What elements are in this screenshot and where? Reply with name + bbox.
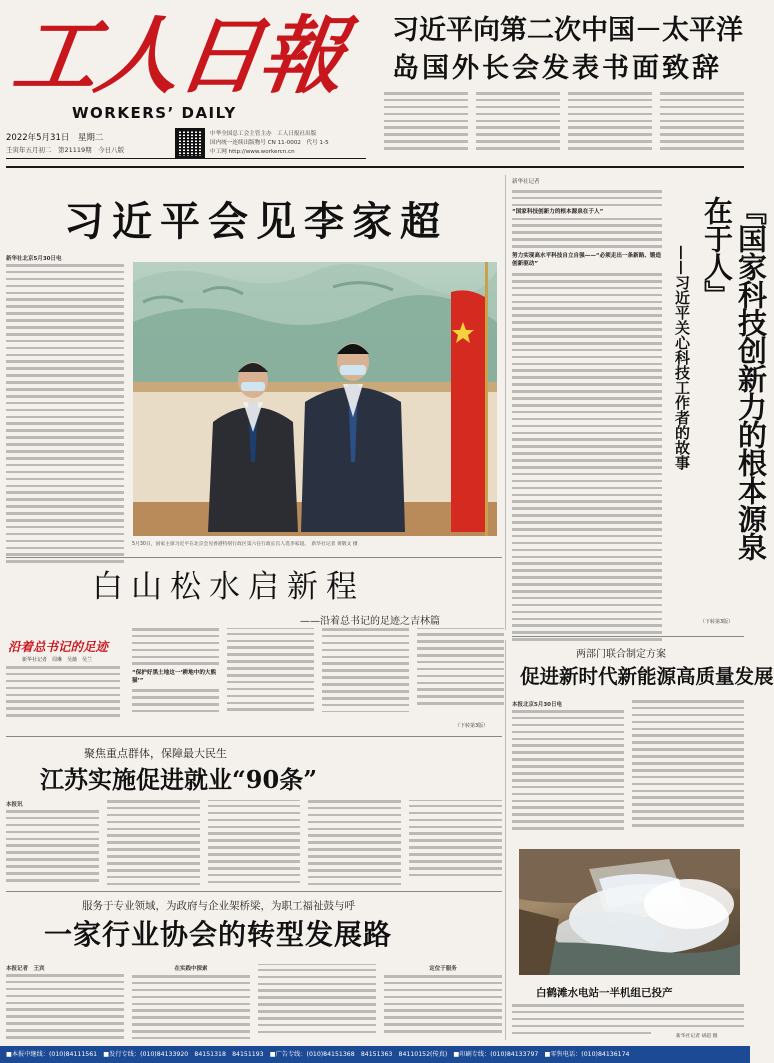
association-story-body — [6, 964, 502, 1042]
dam-photo-illustration — [519, 849, 740, 975]
section-rule-energy-top — [512, 636, 744, 637]
issue-lunar-info: 壬寅年五月初二 第21119期 今日八版 — [6, 146, 125, 154]
top-story-body — [384, 92, 744, 158]
top-section-rule — [6, 166, 744, 168]
dam-photo-caption: 白鹤滩水电站一半机组已投产 — [536, 987, 673, 999]
publisher-info — [210, 130, 329, 157]
masthead-rule — [6, 158, 366, 159]
issue-date: 2022年5月31日 星期二 — [6, 133, 104, 143]
main-photo — [133, 262, 497, 536]
jilin-continued: （下转第3版） — [455, 723, 489, 729]
association-kicker: 服务于专业领域，为政府与企业架桥梁，为职工福祉鼓与呼 — [82, 900, 355, 912]
jilin-headline: 白山松水启新程 — [92, 569, 365, 605]
top-headline-line-1: 习近平向第二次中国－太平洋 — [392, 15, 743, 46]
jiangsu-story-body — [6, 800, 502, 888]
association-headline: 一家行业协会的转型发展路 — [44, 918, 393, 951]
energy-kicker: 两部门联合制定方案 — [576, 649, 666, 660]
masthead-logo: 工人日報 — [7, 6, 350, 105]
qr-code-icon — [175, 128, 205, 158]
energy-story-body — [512, 700, 744, 840]
dam-photo — [519, 849, 740, 975]
publisher-line-2: 国内统一连续出版物号 CN 11-0002 代号 1-5 — [210, 140, 329, 146]
association-column-tag-1: 在实践中探索 — [174, 966, 208, 972]
jiangsu-kicker: 聚焦重点群体，保障最大民生 — [84, 747, 227, 760]
section-rule-jiangsu-top — [6, 736, 502, 737]
right-feature-dateline: 新华社记者 — [512, 179, 540, 185]
main-photo-caption: 5月30日，国家主席习近平在北京会见香港特别行政区第六任行政长官人选李家超。 新华社记者 黄敬文 摄 — [132, 542, 358, 547]
jiangsu-headline: 江苏实施促进就业“90条” — [40, 765, 318, 794]
association-byline: 本报记者 王宾 — [6, 966, 45, 972]
jilin-byline: 新华社记者 周琳 吴薇 吴兰 — [22, 657, 93, 663]
jiangsu-dateline: 本报讯 — [6, 802, 23, 808]
jilin-story-body — [6, 666, 120, 728]
masthead-english-name: WORKERS’ DAILY — [72, 104, 237, 122]
right-feature-headline: 『国家科技创新力的根本源泉在于人』 — [700, 196, 768, 560]
main-photo-illustration — [133, 262, 497, 536]
right-feature-continued: （下转第3版） — [700, 619, 734, 625]
association-column-tag-2: 定位于服务 — [429, 966, 457, 972]
dam-photo-credit: 新华社记者 胡超 摄 — [676, 1034, 718, 1039]
right-feature-pullquote-1: “国家科技创新力的根本源泉在于人” — [512, 206, 662, 216]
section-rule-mid — [6, 557, 502, 558]
column-divider-lower — [505, 640, 506, 1040]
main-headline: 习近平会见李家超 — [64, 198, 448, 245]
energy-headline: 促进新时代新能源高质量发展 — [520, 665, 774, 688]
energy-dateline: 本报北京5月30日电 — [512, 702, 562, 708]
footer-contact-bar: ■本报中继线：(010)84111561 ■发行专线：(010)84133920 84151318 84151193 ■广告专线：(010)84151368 84151363 84110152(传真) ■印刷专线：(010)84133797 ■零售电话：(010)84136174 — [0, 1046, 750, 1063]
right-feature-subhead: ——习近平关心科技工作者的故事 — [673, 245, 691, 470]
right-feature-body — [512, 190, 662, 626]
main-story-dateline: 新华社北京5月30日电 — [6, 256, 62, 262]
main-story-body — [6, 254, 124, 554]
jilin-column-logo: 沿着总书记的足迹 — [8, 639, 109, 654]
right-feature-pullquote-2: 努力实现高水平科技自立自强——“必须走出一条新路、锻造创新驱动” — [512, 253, 662, 268]
top-headline-line-2: 岛国外长会发表书面致辞 — [392, 53, 722, 84]
jilin-subhead: ——沿着总书记的足迹之吉林篇 — [300, 616, 440, 627]
jilin-story-columns — [132, 628, 504, 728]
jilin-pullquote: “保护好黑土地这一‘耕地中的大熊猫’” — [132, 670, 217, 685]
publisher-line-1: 中华全国总工会主管主办 工人日报社出版 — [210, 131, 317, 137]
section-rule-association-top — [6, 891, 502, 892]
column-divider-right — [505, 175, 506, 630]
publisher-line-3: 中工网 http://www.workercn.cn — [210, 149, 295, 155]
